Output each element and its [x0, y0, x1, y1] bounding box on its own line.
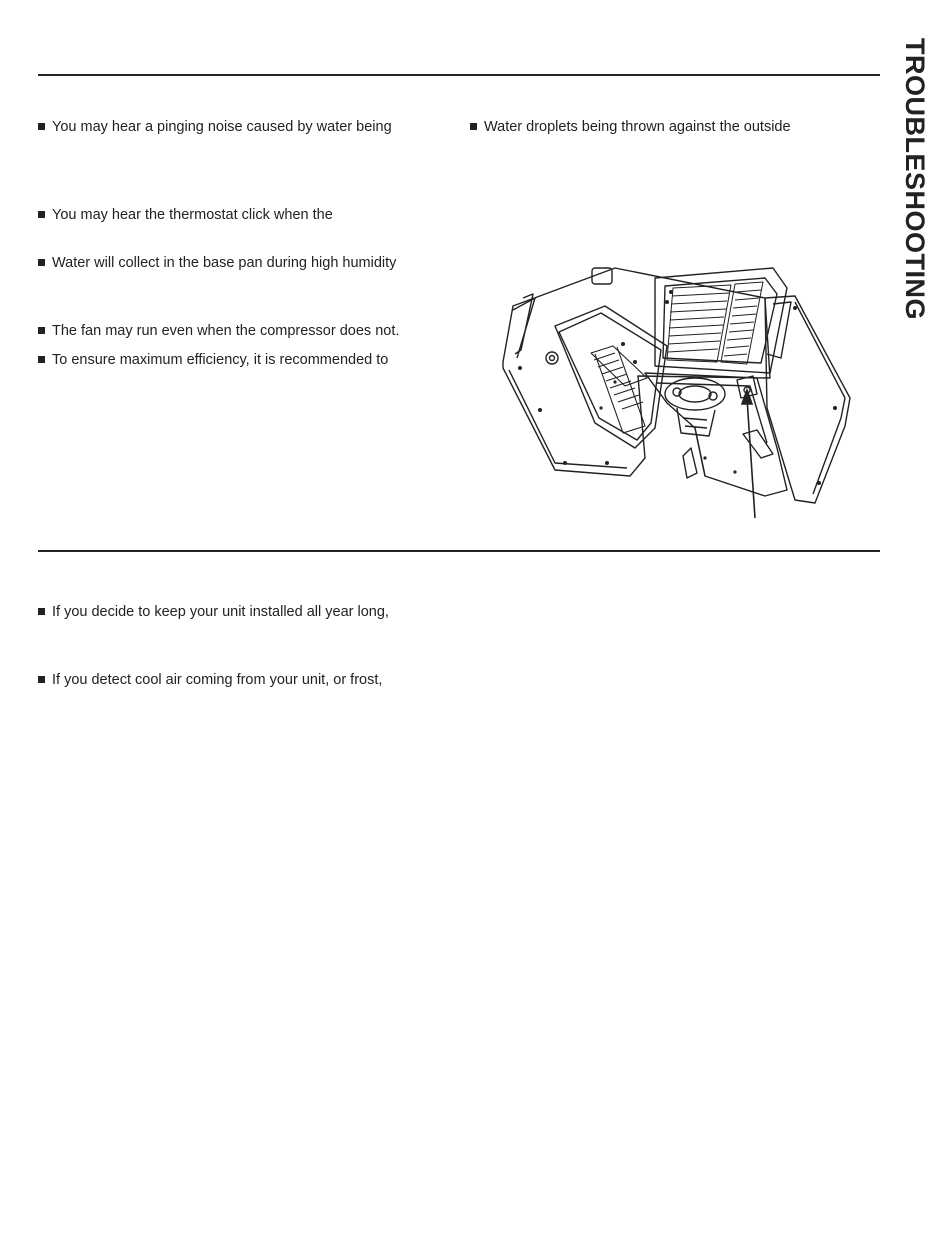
bullet-square-icon: [470, 123, 477, 130]
top-divider: [38, 74, 880, 76]
section-side-title: TROUBLESHOOTING: [900, 38, 930, 320]
bullet-square-icon: [38, 123, 45, 130]
list-item: You may hear a pinging noise caused by water being: [38, 118, 392, 136]
list-item: The fan may run even when the compressor does not.: [38, 322, 399, 340]
air-conditioner-base-illustration: [495, 258, 860, 523]
list-item: You may hear the thermostat click when the: [38, 206, 333, 224]
list-item: Water droplets being thrown against the outside: [470, 118, 791, 136]
list-item: To ensure maximum efficiency, it is recommended to: [38, 351, 388, 369]
bullet-square-icon: [38, 676, 45, 683]
list-item: Water will collect in the base pan during high humidity: [38, 254, 396, 272]
section-divider: [38, 550, 880, 552]
list-item: If you decide to keep your unit installed all year long,: [38, 603, 389, 621]
list-item: If you detect cool air coming from your unit, or frost,: [38, 671, 382, 689]
bullet-square-icon: [38, 608, 45, 615]
bullet-square-icon: [38, 259, 45, 266]
bullet-square-icon: [38, 211, 45, 218]
bullet-square-icon: [38, 356, 45, 363]
bullet-square-icon: [38, 327, 45, 334]
